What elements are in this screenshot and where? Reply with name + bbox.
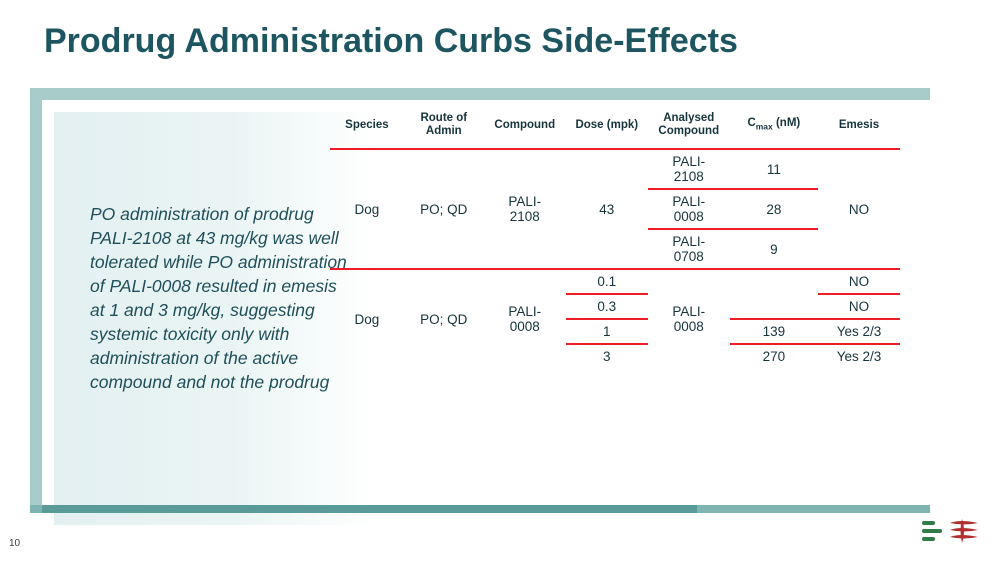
cell-dose: 3 <box>603 349 611 364</box>
table-header-row <box>330 108 900 149</box>
header-cmax-c: C <box>747 116 756 129</box>
cell-route: PO; QD <box>404 269 484 368</box>
cell-analysed-l1: PALI- <box>672 154 706 169</box>
header-cmax-unit: (nM) <box>772 116 801 129</box>
header-analysed-compound: Analysed Compound <box>658 112 720 137</box>
cell-cmax <box>730 294 818 319</box>
cell-compound <box>484 269 566 368</box>
summary-text: PO administration of prodrug PALI-2108 at 43 mg/kg was well tolerated while PO administration of PALI-0008 resulted in emesis at 1 and 3 mg/kg, suggesting systemic toxicity only with administration of the active compound and not the prodrug <box>90 204 347 392</box>
cell-compound-l2: 2108 <box>509 209 540 224</box>
cell-cmax: 139 <box>730 319 818 344</box>
header-species: Species <box>345 118 389 131</box>
cell-dose: 1 <box>566 319 648 344</box>
cell-compound-l1: PALI- <box>508 194 542 209</box>
header-cmax-sub: max <box>755 121 773 132</box>
header-compound: Compound <box>494 118 556 131</box>
cell-analysed <box>648 229 730 269</box>
cell-compound-l1: PALI- <box>508 304 542 319</box>
header-emesis: Emesis <box>838 118 880 131</box>
cell-cmax <box>730 269 818 294</box>
cell-analysed-l2: 0708 <box>673 249 704 264</box>
cell-emesis: NO <box>818 149 900 269</box>
cell-analysed <box>648 189 730 229</box>
cell-analysed-l1: PALI- <box>672 234 706 249</box>
cell-analysed-l2: 0008 <box>673 319 704 334</box>
cell-species: Dog <box>330 269 404 368</box>
cell-cmax: 11 <box>730 149 818 189</box>
table-row <box>330 269 900 294</box>
header-cmax <box>730 108 818 149</box>
cell-cmax: 270 <box>762 349 786 364</box>
cell-species: Dog <box>330 149 404 269</box>
page-number: 10 <box>9 538 21 549</box>
cell-analysed-l2: 2108 <box>673 169 704 184</box>
cell-emesis: Yes 2/3 <box>818 319 900 344</box>
cell-emesis: Yes 2/3 <box>836 349 882 364</box>
cell-analysed-l1: PALI- <box>672 194 706 209</box>
cell-dose: 0.3 <box>566 294 648 319</box>
cell-analysed-l2: 0008 <box>673 209 704 224</box>
cell-compound-l2: 0008 <box>509 319 540 334</box>
cell-emesis: NO <box>818 269 900 294</box>
cell-cmax: 28 <box>730 189 818 229</box>
cell-emesis: NO <box>818 294 900 319</box>
cell-compound <box>484 149 566 269</box>
header-route: Route of Admin <box>420 112 468 137</box>
cell-route <box>404 149 484 269</box>
cell-cmax: 9 <box>770 241 778 257</box>
header-dose: Dose (mpk) <box>575 118 639 131</box>
cell-route-text: PO; QD <box>420 201 468 217</box>
page-title: Prodrug Administration Curbs Side-Effects <box>44 22 738 60</box>
company-logo-icon <box>920 515 982 549</box>
table-row <box>330 149 900 189</box>
cell-analysed <box>648 149 730 189</box>
cell-analysed-l1: PALI- <box>672 304 706 319</box>
cell-dose: 0.1 <box>566 269 648 294</box>
summary-panel <box>54 112 374 525</box>
cell-analysed <box>648 269 730 368</box>
results-table-wrapper <box>330 108 900 508</box>
cell-dose: 43 <box>566 149 648 269</box>
results-table <box>330 108 900 368</box>
